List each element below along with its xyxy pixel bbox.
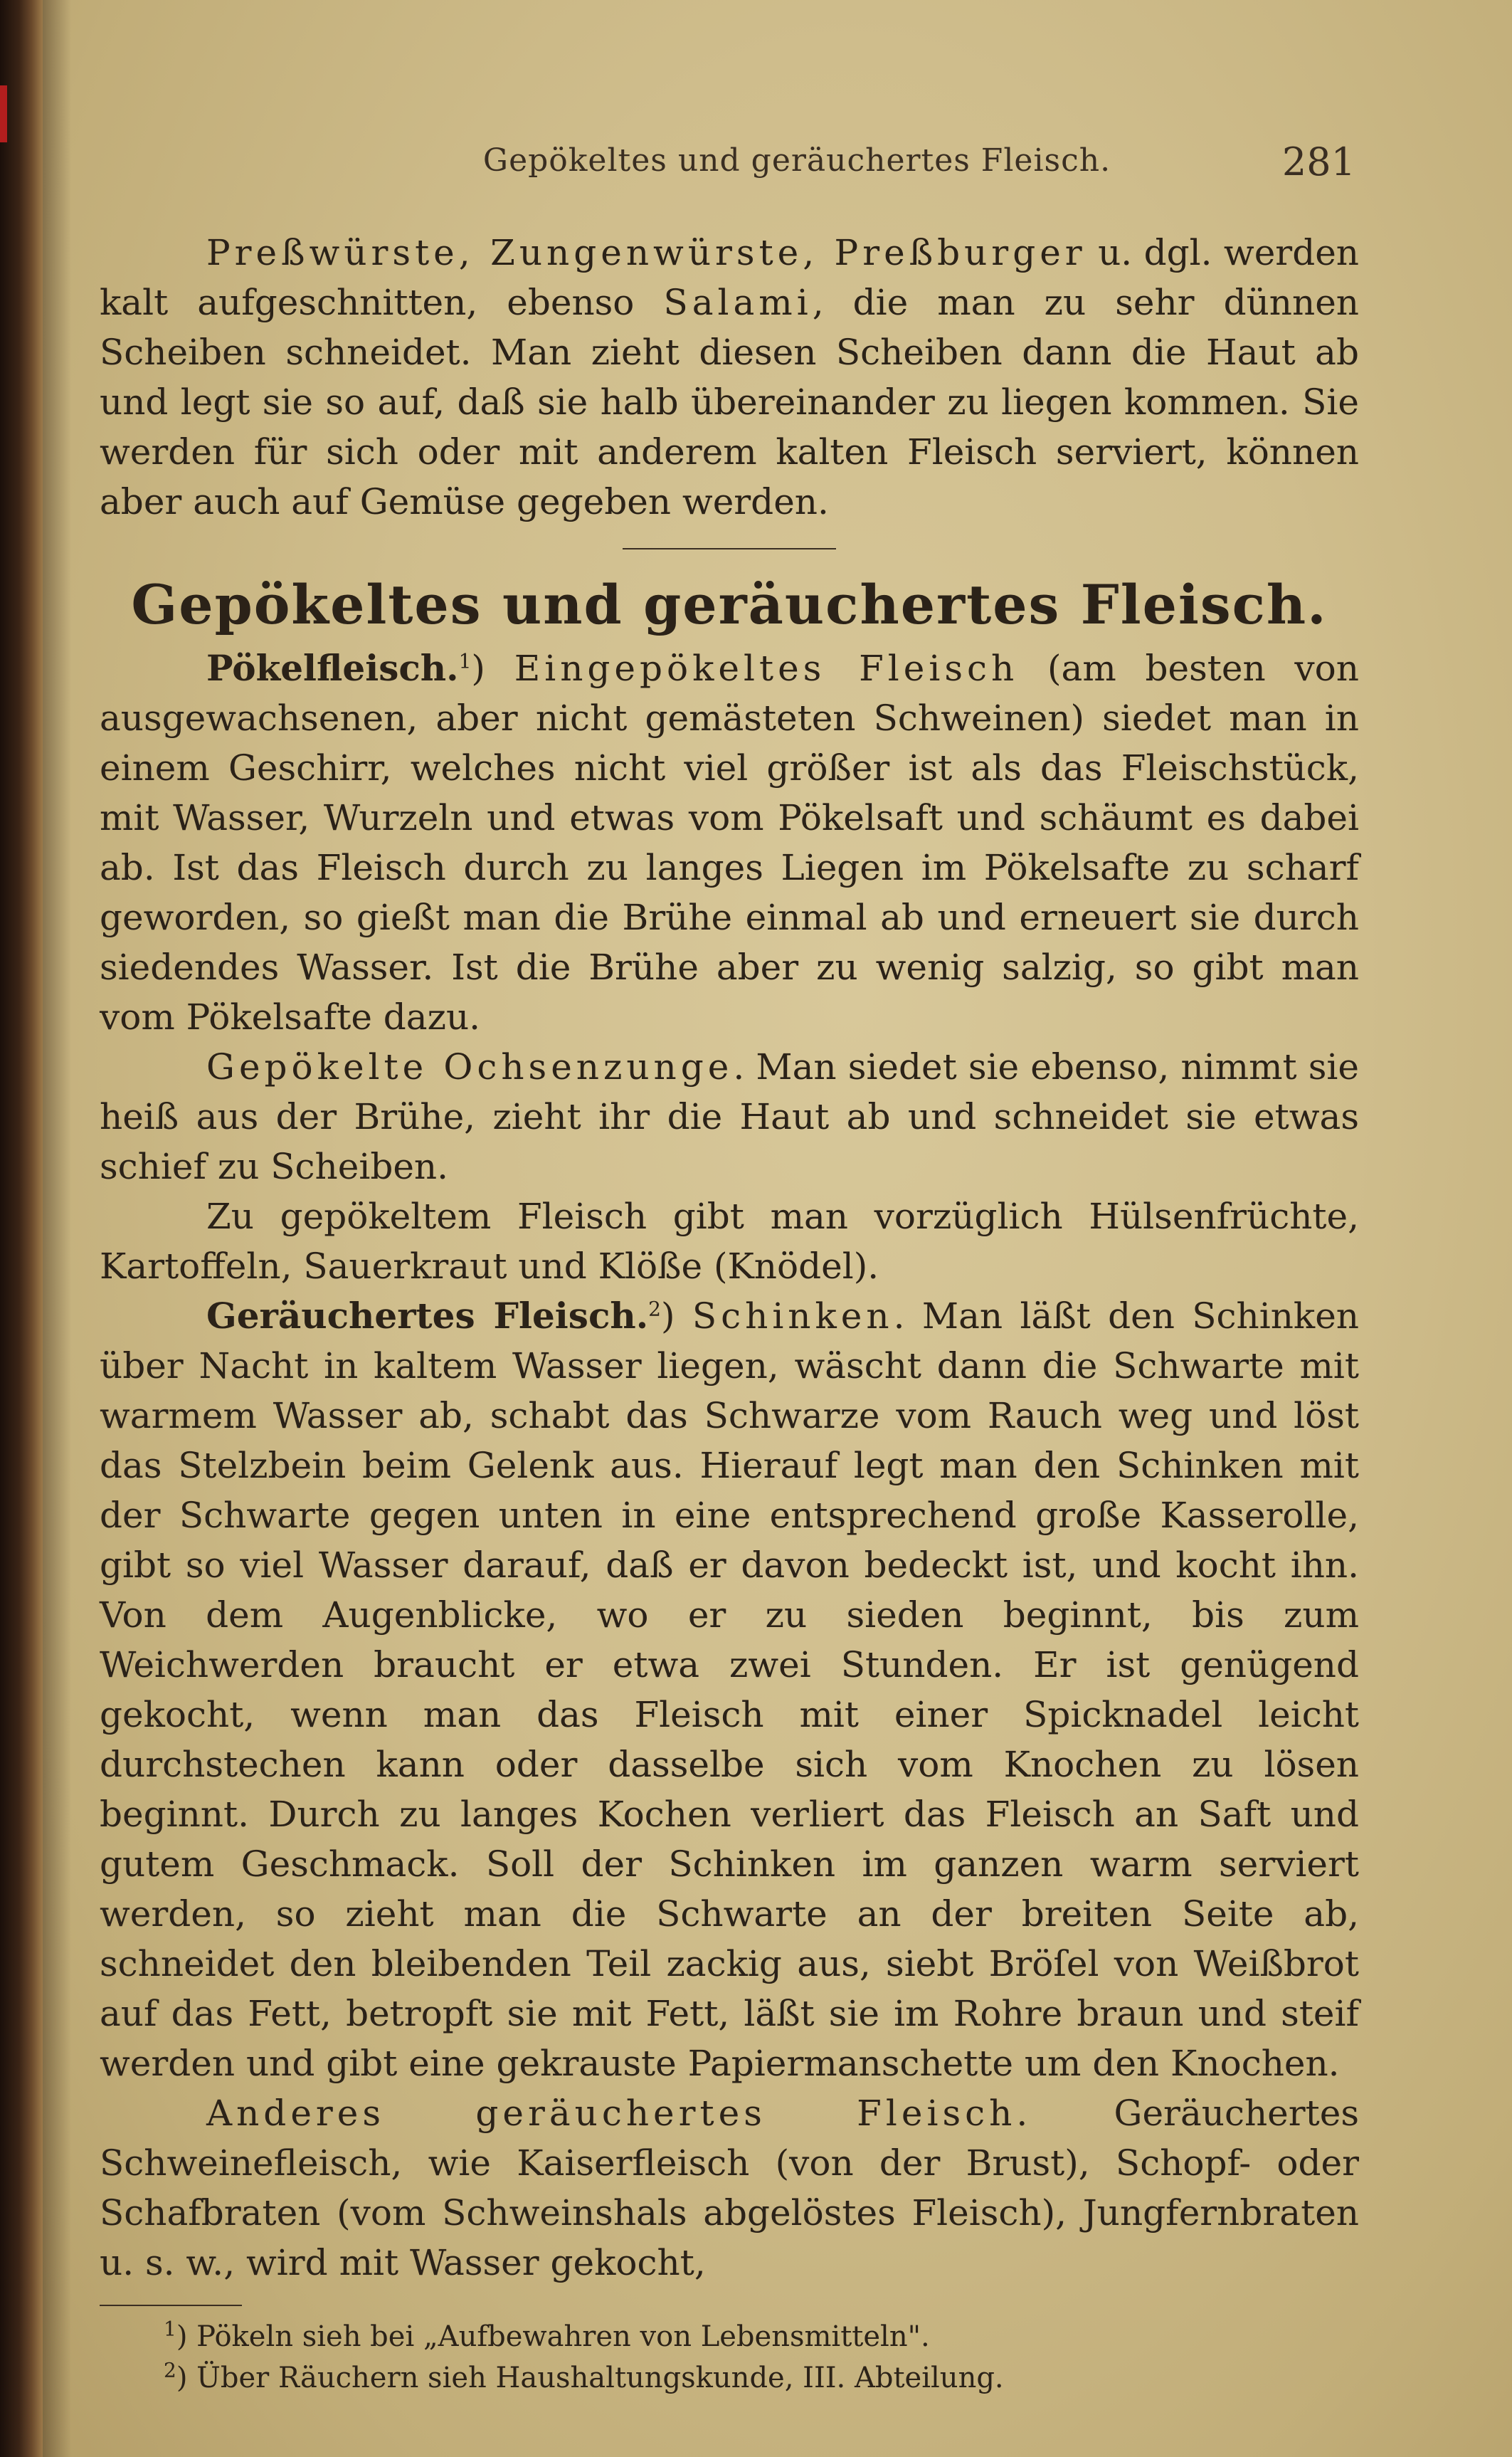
paragraph-poekelfleisch: Pökelfleisch.$^1$) Eingepökeltes Fleisch (am besten von ausgewachsenen, aber nicht gemästeten Schweinen) siedet man in einem Geschirr, welches nicht viel größer ist als das Fleischstück, mit Wasser, Wurzeln und etwas vom Pökelsaft und schäumt es dabei ab. Ist das Fleisch durch zu langes Liegen im Pökelsafte zu scharf geworden, so gießt man die Brühe einmal ab und erneuert sie durch siedendes Wasser. Ist die Brühe aber zu wenig salzig, so gibt man vom Pökelsafte dazu. — [100, 647, 1359, 1038]
spaced-ochsenzunge: Gepökelte Ochsenzunge — [206, 1046, 734, 1088]
paragraph-ochsenzunge — [100, 1042, 1359, 1191]
runin-poekelfleisch: Pökelfleisch. — [206, 647, 459, 689]
gutter-shadow — [43, 0, 71, 2457]
text-schinken: . Man läßt den Schinken über Nacht in kaltem Wasser liegen, wäscht dann die Schwarte mit warmem Wasser ab, schabt das Schwarze vom Rauch weg und löst das Stelzbein beim Gelenk aus. Hierauf legt man den Schinken mit der Schwarte gegen unten in eine entsprechend große Kasserolle, gibt so viel Wasser darauf, daß er davon bedeckt ist, und kocht ihn. Von dem Augenblicke, wo er zu sieden beginnt, bis zum Weichwerden braucht er etwa zwei Stunden. Er ist genügend gekocht, wenn man das Fleisch mit einer Spicknadel leicht durchstechen kann oder dasselbe sich vom Knochen zu lösen beginnt. Durch zu langes Kochen verliert das Fleisch an Saft und gutem Geschmack. Soll der Schinken im ganzen warm serviert werden, so zieht man die Schwarte an der breiten Seite ab, schneidet den bleibenden Teil zackig aus, siebt Bröſel von Weißbrot auf das Fett, betropft sie mit Fett, läßt sie im Rohre braun und steif werden und gibt eine gekrauste Papiermanschette um den Knochen. — [100, 1295, 1360, 2084]
section-divider — [623, 548, 836, 549]
intro-salami: Salami — [663, 282, 813, 323]
paragraph-beilagen: Zu gepökeltem Fleisch gibt man vorzüglich Hülsenfrüchte, Kartoffeln, Sauerkraut und Klöße (Knödel). — [100, 1196, 1359, 1287]
binding-red-marker — [0, 85, 7, 142]
footnote-ref-1: 1 — [458, 649, 472, 673]
intro-paragraph — [100, 228, 1359, 527]
spaced-eingepoekeltes: Eingepökeltes Fleisch — [514, 648, 1019, 689]
paragraph-geraeuchertes: Geräuchertes Fleisch.$^2$) Schinken. Man läßt den Schinken über Nacht in kaltem Wasser liegen, wäscht dann die Schwarte mit warmem Wasser ab, schabt das Schwarze vom Rauch weg und löst das Stelzbein beim Gelenk aus. Hierauf legt man den Schinken mit der Schwarte gegen unten in eine entsprechend große Kasserolle, gibt so viel Wasser darauf, daß er davon bedeckt ist, und kocht ihn. Von dem Augenblicke, wo er zu sieden beginnt, bis zum Weichwerden braucht er etwa zwei Stunden. Er ist genügend gekocht, wenn man das Fleisch mit einer Spicknadel leicht durchstechen kann oder dasselbe sich vom Knochen zu lösen beginnt. Durch zu langes Kochen verliert das Fleisch an Saft und gutem Geschmack. Soll der Schinken im ganzen warm serviert werden, so zieht man die Schwarte an der breiten Seite ab, schneidet den bleibenden Teil zackig aus, siebt Bröſel von Weißbrot auf das Fett, betropft sie mit Fett, läßt sie im Rohre braun und steif werden und gibt eine gekrauste Papiermanschette um den Knochen. — [100, 1295, 1360, 2084]
footnote-2: $^2$) Über Räuchern sieh Haushaltungskunde, III. Abteilung. — [164, 2358, 1004, 2394]
intro-spaced-terms: Preßwürste, Zungenwürste, Preßburger — [206, 232, 1087, 273]
footnote-rule — [100, 2305, 242, 2306]
footnote-1: $^1$) Pökeln sieh bei „Aufbewahren von Lebensmitteln". — [164, 2317, 930, 2353]
paragraph-anderes — [100, 2088, 1359, 2288]
spaced-schinken: Schinken — [692, 1295, 894, 1337]
spaced-anderes: Anderes geräuchertes Fleisch — [206, 2093, 1017, 2134]
book-binding — [0, 0, 43, 2457]
page-number: 281 — [1281, 140, 1355, 184]
runin-geraeuchertes: Geräuchertes Fleisch. — [206, 1295, 649, 1337]
footnote-mark-2: 2 — [164, 2358, 176, 2382]
footnote-ref-2: 2 — [648, 1297, 661, 1321]
running-header: Gepökeltes und geräuchertes Fleisch. — [482, 142, 1111, 179]
footnote-mark-1: 1 — [164, 2317, 176, 2341]
body-text — [100, 228, 1359, 2399]
text-anderes: . Geräuchertes Schweinefleisch, wie Kaiserfleisch (von der Brust), Schopf- oder Schafbraten (vom Schweinshals abgelöstes Fleisch), Jungfernbraten u. s. w., wird mit Wasser gekocht, — [100, 2093, 1359, 2283]
text-ochsenzunge: . Man siedet sie ebenso, nimmt sie heiß aus der Brühe, zieht ihr die Haut ab und schneidet sie etwas schief zu Scheiben. — [100, 1046, 1359, 1187]
intro-text-2: , die man zu sehr dünnen Scheiben schneidet. Man zieht diesen Scheiben dann die Haut ab und legt sie so auf, daß sie halb übereinander zu liegen kommen. Sie werden für sich oder mit anderem kalten Fleisch serviert, können aber auch auf Gemüse gegeben werden. — [100, 282, 1359, 522]
book-page — [43, 0, 1512, 2457]
text-poekelfleisch: (am besten von ausgewachsenen, aber nicht gemästeten Schweinen) siedet man in einem Geschirr, welches nicht viel größer ist als das Fleischstück, mit Wasser, Wurzeln und etwas vom Pökelsaft und schäumt es dabei ab. Ist das Fleisch durch zu langes Liegen im Pökelsafte zu scharf geworden, so gießt man die Brühe einmal ab und erneuert sie durch siedendes Wasser. Ist die Brühe aber zu wenig salzig, so gibt man vom Pökelsafte dazu. — [100, 648, 1359, 1038]
footnote-text-2: Über Räuchern sieh Haushaltungskunde, III. Abteilung. — [187, 2362, 1004, 2394]
section-title: Gepökeltes und geräuchertes Fleisch. — [131, 573, 1328, 636]
footnote-text-1: Pökeln sieh bei „Aufbewahren von Lebensmitteln". — [187, 2320, 930, 2353]
intro-text-1: u. dgl. werden kalt aufgeschnitten, ebenso — [100, 232, 1359, 323]
